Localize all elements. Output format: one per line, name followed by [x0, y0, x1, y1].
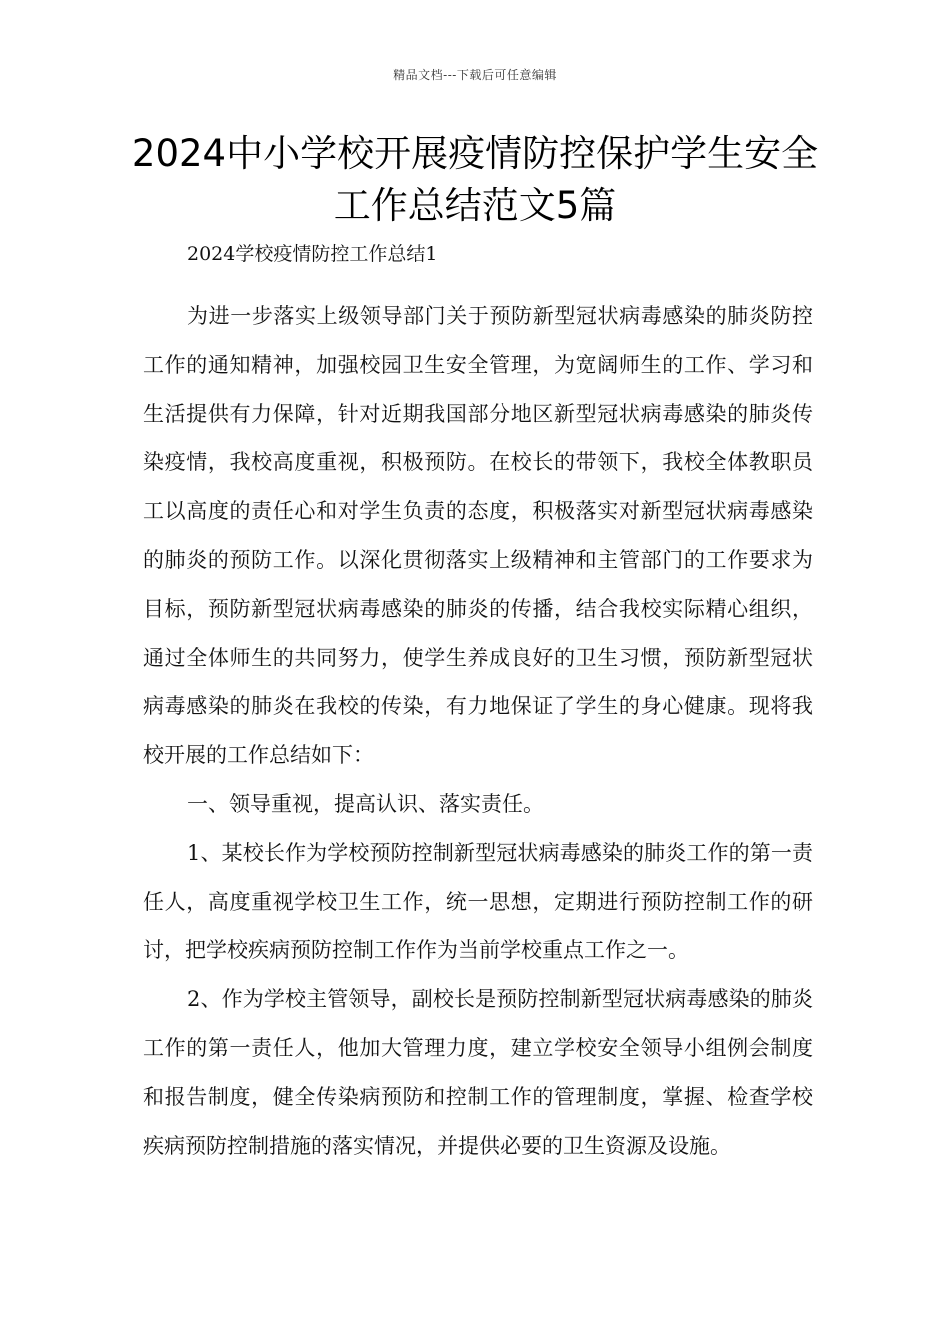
- document-body: [143, 232, 813, 1170]
- paragraph-heading-1: 一、领导重视，提高认识、落实责任。: [187, 791, 544, 816]
- paragraph-item-2: 2、作为学校主管领导，副校长是预防控制新型冠状病毒感染的肺炎工作的第一责任人，他加大管理力度，建立学校安全领导小组例会制度和报告制度，健全传染病预防和控制工作的管理制度，掌握、检查学校疾病预防控制措施的落实情况，并提供必要的卫生资源及设施。: [143, 987, 813, 1158]
- document-title: 2024中小学校开展疫情防控保护学生安全工作总结范文5篇: [131, 132, 819, 227]
- paragraph-intro: 为进一步落实上级领导部门关于预防新型冠状病毒感染的肺炎防控工作的通知精神，加强校园卫生安全管理，为宽阔师生的工作、学习和生活提供有力保障，针对近期我国部分地区新型冠状病毒感染的肺炎传染疫情，我校高度重视，积极预防。在校长的带领下，我校全体教职员工以高度的责任心和对学生负责的态度，积极落实对新型冠状病毒感染的肺炎的预防工作。以深化贯彻落实上级精神和主管部门的工作要求为目标，预防新型冠状病毒感染的肺炎的传播，结合我校实际精心组织，通过全体师生的共同努力，使学生养成良好的卫生习惯，预防新型冠状病毒感染的肺炎在我校的传染，有力地保证了学生的身心健康。现将我校开展的工作总结如下：: [143, 304, 813, 768]
- header-note: 精品文档---下载后可任意编辑: [393, 68, 557, 82]
- paragraph-item-1: 1、某校长作为学校预防控制新型冠状病毒感染的肺炎工作的第一责任人，高度重视学校卫生工作，统一思想，定期进行预防控制工作的研讨，把学校疾病预防控制工作作为当前学校重点工作之一。: [143, 840, 813, 963]
- section-subtitle: 2024学校疫情防控工作总结1: [187, 243, 438, 265]
